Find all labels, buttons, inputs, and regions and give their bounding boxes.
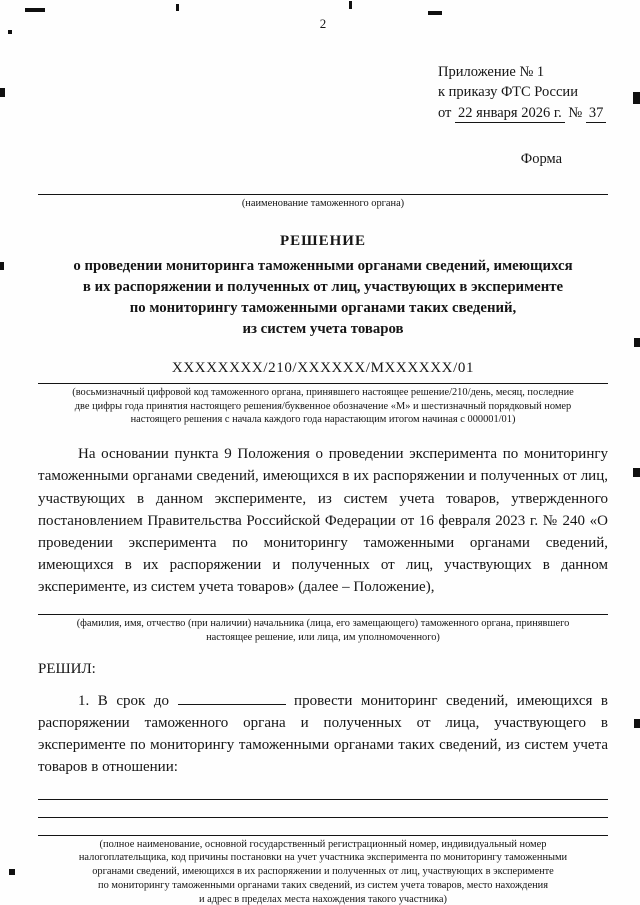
item-1-suffix: провести мониторинг сведений, имеющихся в распоряжении таможенного органа и полученных от лица, участвующего в эксперименте по мониторингу таможенными органами таких сведений, из систем учета товаров в отношении: [38,692,609,776]
title-heading: РЕШЕНИЕ [280,232,366,249]
participant-fill-line [38,817,608,818]
appendix-line-1: Приложение № 1 [438,64,545,80]
participant-fill-line [38,799,608,800]
body-paragraph-1 [38,443,608,598]
decision-code: ХХХХХХХХ/210/ХХХХХХ/МХХХХХХ/01 [171,359,475,376]
officials-caption-line: настоящее решение, или лица, им уполномоченного) [206,632,440,644]
participant-caption-line: органами сведений, имеющихся в их распоряжении и полученных от лиц, участвующих в эксперименте [92,866,554,878]
appendix-no-sign: № [568,104,583,121]
participant-caption [38,838,608,905]
appendix-number: 37 [586,105,607,123]
appendix-block [438,62,608,123]
page-number: 2 [319,16,327,31]
participant-caption-line: (полное наименование, основной государственный регистрационный номер, индивидуальный номер [99,838,547,850]
officials-caption-line: (фамилия, имя, отчество (при наличии) начальника (лица, его замещающего) таможенного органа, принявшего [76,618,570,630]
title-line: в их распоряжении и полученных от лиц, участвующих в эксперименте [82,278,564,295]
appendix-line-3 [438,103,608,123]
participant-caption-line: и адрес в пределах места нахождения такого участника) [198,893,448,905]
code-caption-line: две цифры года принятия настоящего решения/буквенное обозначение «М» и шестизначный порядковый номер [74,400,572,412]
code-caption-line: (восьмизначный цифровой код таможенного органа, принявшего настоящее решение/210/день, месяц, последние [72,386,574,398]
org-name-caption: (наименование таможенного органа) [241,197,405,209]
appendix-date: 22 января 2026 г. [455,105,565,123]
item-1-paragraph [38,690,608,779]
appendix-from-label: от [438,104,452,121]
deadline-blank-field [178,691,286,705]
title-line: из систем учета товаров [242,320,404,337]
officials-fill-line [38,614,608,615]
appendix-line-2: к приказу ФТС России [438,84,578,101]
officials-caption [38,617,608,644]
document-title [38,231,608,340]
code-underline [38,383,608,384]
resolved-label: РЕШИЛ: [38,660,96,677]
title-line: по мониторингу таможенными органами таких сведений, [129,299,517,316]
item-1-prefix: 1. В срок до [78,692,169,709]
form-label: Форма [520,150,562,167]
participant-fill-line [38,835,608,836]
code-caption-line: настоящего решения с начала каждого года нарастающим итогом начиная с 000001/01) [130,414,516,426]
code-caption [38,386,608,427]
participant-caption-line: по мониторингу таможенными органами таких сведений, из систем учета товаров, место нахождения [98,879,548,891]
participant-caption-line: налогоплательщика, код причины постановки на учет участника эксперимента по мониторингу таможенными [78,852,568,864]
org-name-line [38,194,608,195]
body-paragraph-1-text: На основании пункта 9 Положения о проведении эксперимента по мониторингу таможенными органами сведений, имеющихся в их распоряжении и полученных от лиц, участвующих в данном эксперименте, из систем учета товаров, утвержденного постановлением Правительства Российской Федерации от 16 февраля 2023 г. № 240 «О проведении эксперимента по мониторингу таможенными органами сведений, имеющихся в их распоряжении и полученных от лиц, участвующих в данном эксперименте, из систем учета товаров» (далее – Положение), [38,446,608,596]
title-line: о проведении мониторинга таможенными органами сведений, имеющихся [73,257,573,274]
